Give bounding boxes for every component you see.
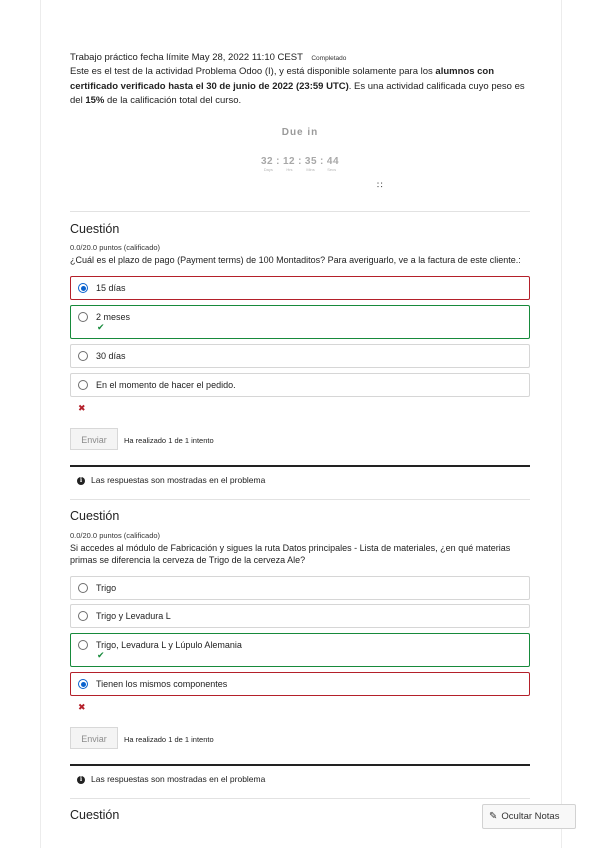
question-1-option-4[interactable] xyxy=(70,373,530,397)
countdown-secs: 44 xyxy=(326,156,340,167)
divider xyxy=(70,798,530,799)
label-hrs: Hrs xyxy=(286,167,293,172)
submit-button[interactable]: Enviar xyxy=(70,727,118,749)
divider xyxy=(70,499,530,500)
question-2-text: Si accedes al módulo de Fabricación y sigues la ruta Datos principales - Lista de materiales, ¿en qué materias primas se diferencia la cerveza de Trigo de la cerveza Ale? xyxy=(70,543,511,565)
attempts-text: Ha realizado 1 de 1 intento xyxy=(124,735,214,744)
countdown-title: Due in xyxy=(281,127,319,138)
option-label: 15 días xyxy=(96,283,126,293)
check-icon: ✔ xyxy=(97,322,105,332)
info-icon: i xyxy=(77,776,85,784)
attempts-text: Ha realizado 1 de 1 intento xyxy=(124,436,214,445)
option-label: Tienen los mismos componentes xyxy=(96,679,228,689)
info-icon: i xyxy=(77,477,85,485)
divider xyxy=(70,211,530,212)
deadline-line xyxy=(70,52,346,63)
countdown-days: 32 xyxy=(260,156,274,167)
radio[interactable] xyxy=(78,380,88,390)
option-label: 2 meses xyxy=(96,312,131,322)
option-label: 30 días xyxy=(96,351,126,361)
radio[interactable] xyxy=(78,640,88,650)
question-1-option-3[interactable] xyxy=(70,344,530,368)
label-mins: Mins xyxy=(306,167,315,172)
question-1-option-1[interactable] xyxy=(70,276,530,300)
hide-notes-label: Ocultar Notas xyxy=(501,811,560,822)
intro-part-2: . Es una actividad calificada cuyo peso es del xyxy=(70,80,525,106)
incorrect-icon: ✖ xyxy=(78,403,86,413)
question-2-title: Cuestión xyxy=(70,509,120,523)
option-label: Trigo y Levadura L xyxy=(96,611,171,621)
intro-part-1: Este es el test de la actividad Problema Odoo (I), y está disponible solamente para los xyxy=(70,66,436,77)
pencil-icon: ✎ xyxy=(489,811,498,822)
intro-bold-1: alumnos con certificado verificado hasta el 30 de junio de 2022 (23:59 UTC) xyxy=(70,66,495,92)
intro-text xyxy=(70,65,530,109)
option-label: Trigo xyxy=(96,583,117,593)
radio-selected[interactable] xyxy=(78,283,88,293)
countdown-labels xyxy=(70,167,530,172)
label-days: Days xyxy=(263,167,273,172)
radio-selected[interactable] xyxy=(78,679,88,689)
question-1-text: ¿Cuál es el plazo de pago (Payment terms) de 100 Montaditos? Para averiguarlo, ve a la factura de este cliente.: xyxy=(70,255,521,265)
countdown-timer: 32 : 12 : 35 : 44 xyxy=(260,156,340,167)
radio[interactable] xyxy=(78,611,88,621)
question-1-points: 0.0/20.0 puntos (calificado) xyxy=(70,243,161,252)
submit-button[interactable]: Enviar xyxy=(70,428,118,450)
answer-notice xyxy=(70,465,530,493)
radio[interactable] xyxy=(78,351,88,361)
incorrect-icon: ✖ xyxy=(78,702,86,712)
countdown-mins: 35 xyxy=(304,156,318,167)
question-2-option-2[interactable] xyxy=(70,604,530,628)
label-secs: Secs xyxy=(327,167,337,172)
status-badge: Completado xyxy=(311,55,347,62)
intro-bold-2: 15% xyxy=(85,95,105,106)
question-2-option-4[interactable] xyxy=(70,672,530,696)
question-1-title: Cuestión xyxy=(70,222,120,236)
radio[interactable] xyxy=(78,312,88,322)
radio[interactable] xyxy=(78,583,88,593)
drag-handle-icon[interactable]: ∷ xyxy=(377,180,383,190)
hide-notes-button[interactable] xyxy=(482,804,576,829)
answer-notice xyxy=(70,764,530,792)
question-1-option-2[interactable] xyxy=(70,305,530,339)
option-label: En el momento de hacer el pedido. xyxy=(96,380,236,390)
intro-part-3: de la calificación total del curso. xyxy=(104,95,242,106)
notice-text: Las respuestas son mostradas en el problema xyxy=(91,475,266,485)
countdown-hrs: 12 xyxy=(282,156,296,167)
notice-text: Las respuestas son mostradas en el problema xyxy=(91,774,266,784)
question-2-points: 0.0/20.0 puntos (calificado) xyxy=(70,531,161,540)
question-2-option-3[interactable] xyxy=(70,633,530,667)
deadline-text: Trabajo práctico fecha límite May 28, 2022 11:10 CEST xyxy=(70,52,303,63)
option-label: Trigo, Levadura L y Lúpulo Alemania xyxy=(96,640,242,650)
question-2-option-1[interactable] xyxy=(70,576,530,600)
check-icon: ✔ xyxy=(97,650,105,660)
question-3-title: Cuestión xyxy=(70,808,120,822)
